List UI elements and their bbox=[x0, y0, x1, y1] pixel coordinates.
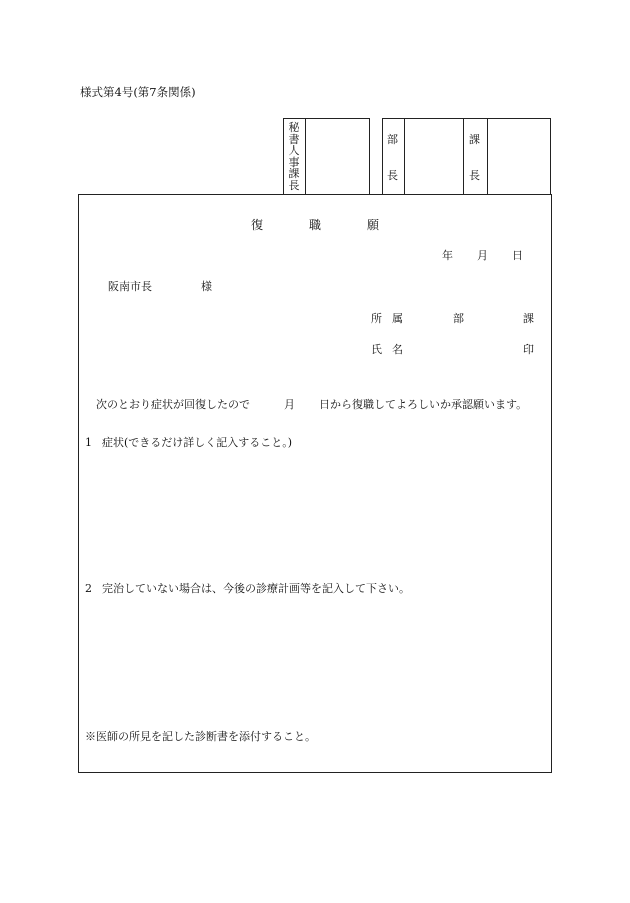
stamp-label-secretary-hr-chief: 秘書人事課長 bbox=[288, 121, 300, 192]
stamp-label-department-head-top: 部 bbox=[387, 133, 398, 146]
stamp-label-section-head-bottom: 長 bbox=[469, 169, 480, 182]
stamp-label-department-head-bottom: 長 bbox=[387, 169, 398, 182]
seal-label: 印 bbox=[523, 343, 534, 356]
body-text-part-2: 日から復職してよろしいか承認願います。 bbox=[319, 398, 528, 411]
affiliation-department-label: 部 bbox=[453, 312, 464, 325]
section-2-entry-area[interactable] bbox=[80, 601, 548, 721]
section-1-entry-area[interactable] bbox=[80, 455, 548, 575]
section-1-label: 症状(できるだけ詳しく記入すること。) bbox=[102, 436, 293, 449]
stamp-box-secretary-hr-chief[interactable] bbox=[306, 119, 369, 194]
body-text-part-1: 次のとおり症状が回復したので bbox=[96, 398, 250, 411]
section-1-number: 1 bbox=[85, 436, 92, 449]
date-month-label: 月 bbox=[477, 249, 488, 262]
affiliation-label-2: 属 bbox=[392, 312, 403, 325]
date-year-label: 年 bbox=[442, 249, 453, 262]
name-label-1: 氏 bbox=[371, 343, 382, 356]
name-label-2: 名 bbox=[392, 343, 403, 356]
date-day-label: 日 bbox=[512, 249, 523, 262]
affiliation-section-label: 課 bbox=[523, 312, 534, 325]
addressee-honorific: 様 bbox=[201, 280, 212, 293]
affiliation-label-1: 所 bbox=[371, 312, 382, 325]
section-2-number: 2 bbox=[85, 582, 92, 595]
section-2-label: 完治していない場合は、今後の診療計画等を記入して下さい。 bbox=[102, 582, 410, 595]
title-char-2: 職 bbox=[309, 218, 322, 232]
attachment-note: ※医師の所見を記した診断書を添付すること。 bbox=[85, 730, 316, 743]
body-text-month: 月 bbox=[284, 398, 295, 411]
addressee-name: 阪南市長 bbox=[108, 280, 152, 293]
stamp-box-section-head[interactable] bbox=[488, 119, 550, 194]
title-char-3: 願 bbox=[367, 218, 380, 232]
stamp-label-section-head-top: 課 bbox=[469, 133, 480, 146]
form-number: 様式第4号(第7条関係) bbox=[80, 85, 196, 99]
stamp-box-department-head[interactable] bbox=[405, 119, 463, 194]
title-char-1: 復 bbox=[251, 218, 264, 232]
